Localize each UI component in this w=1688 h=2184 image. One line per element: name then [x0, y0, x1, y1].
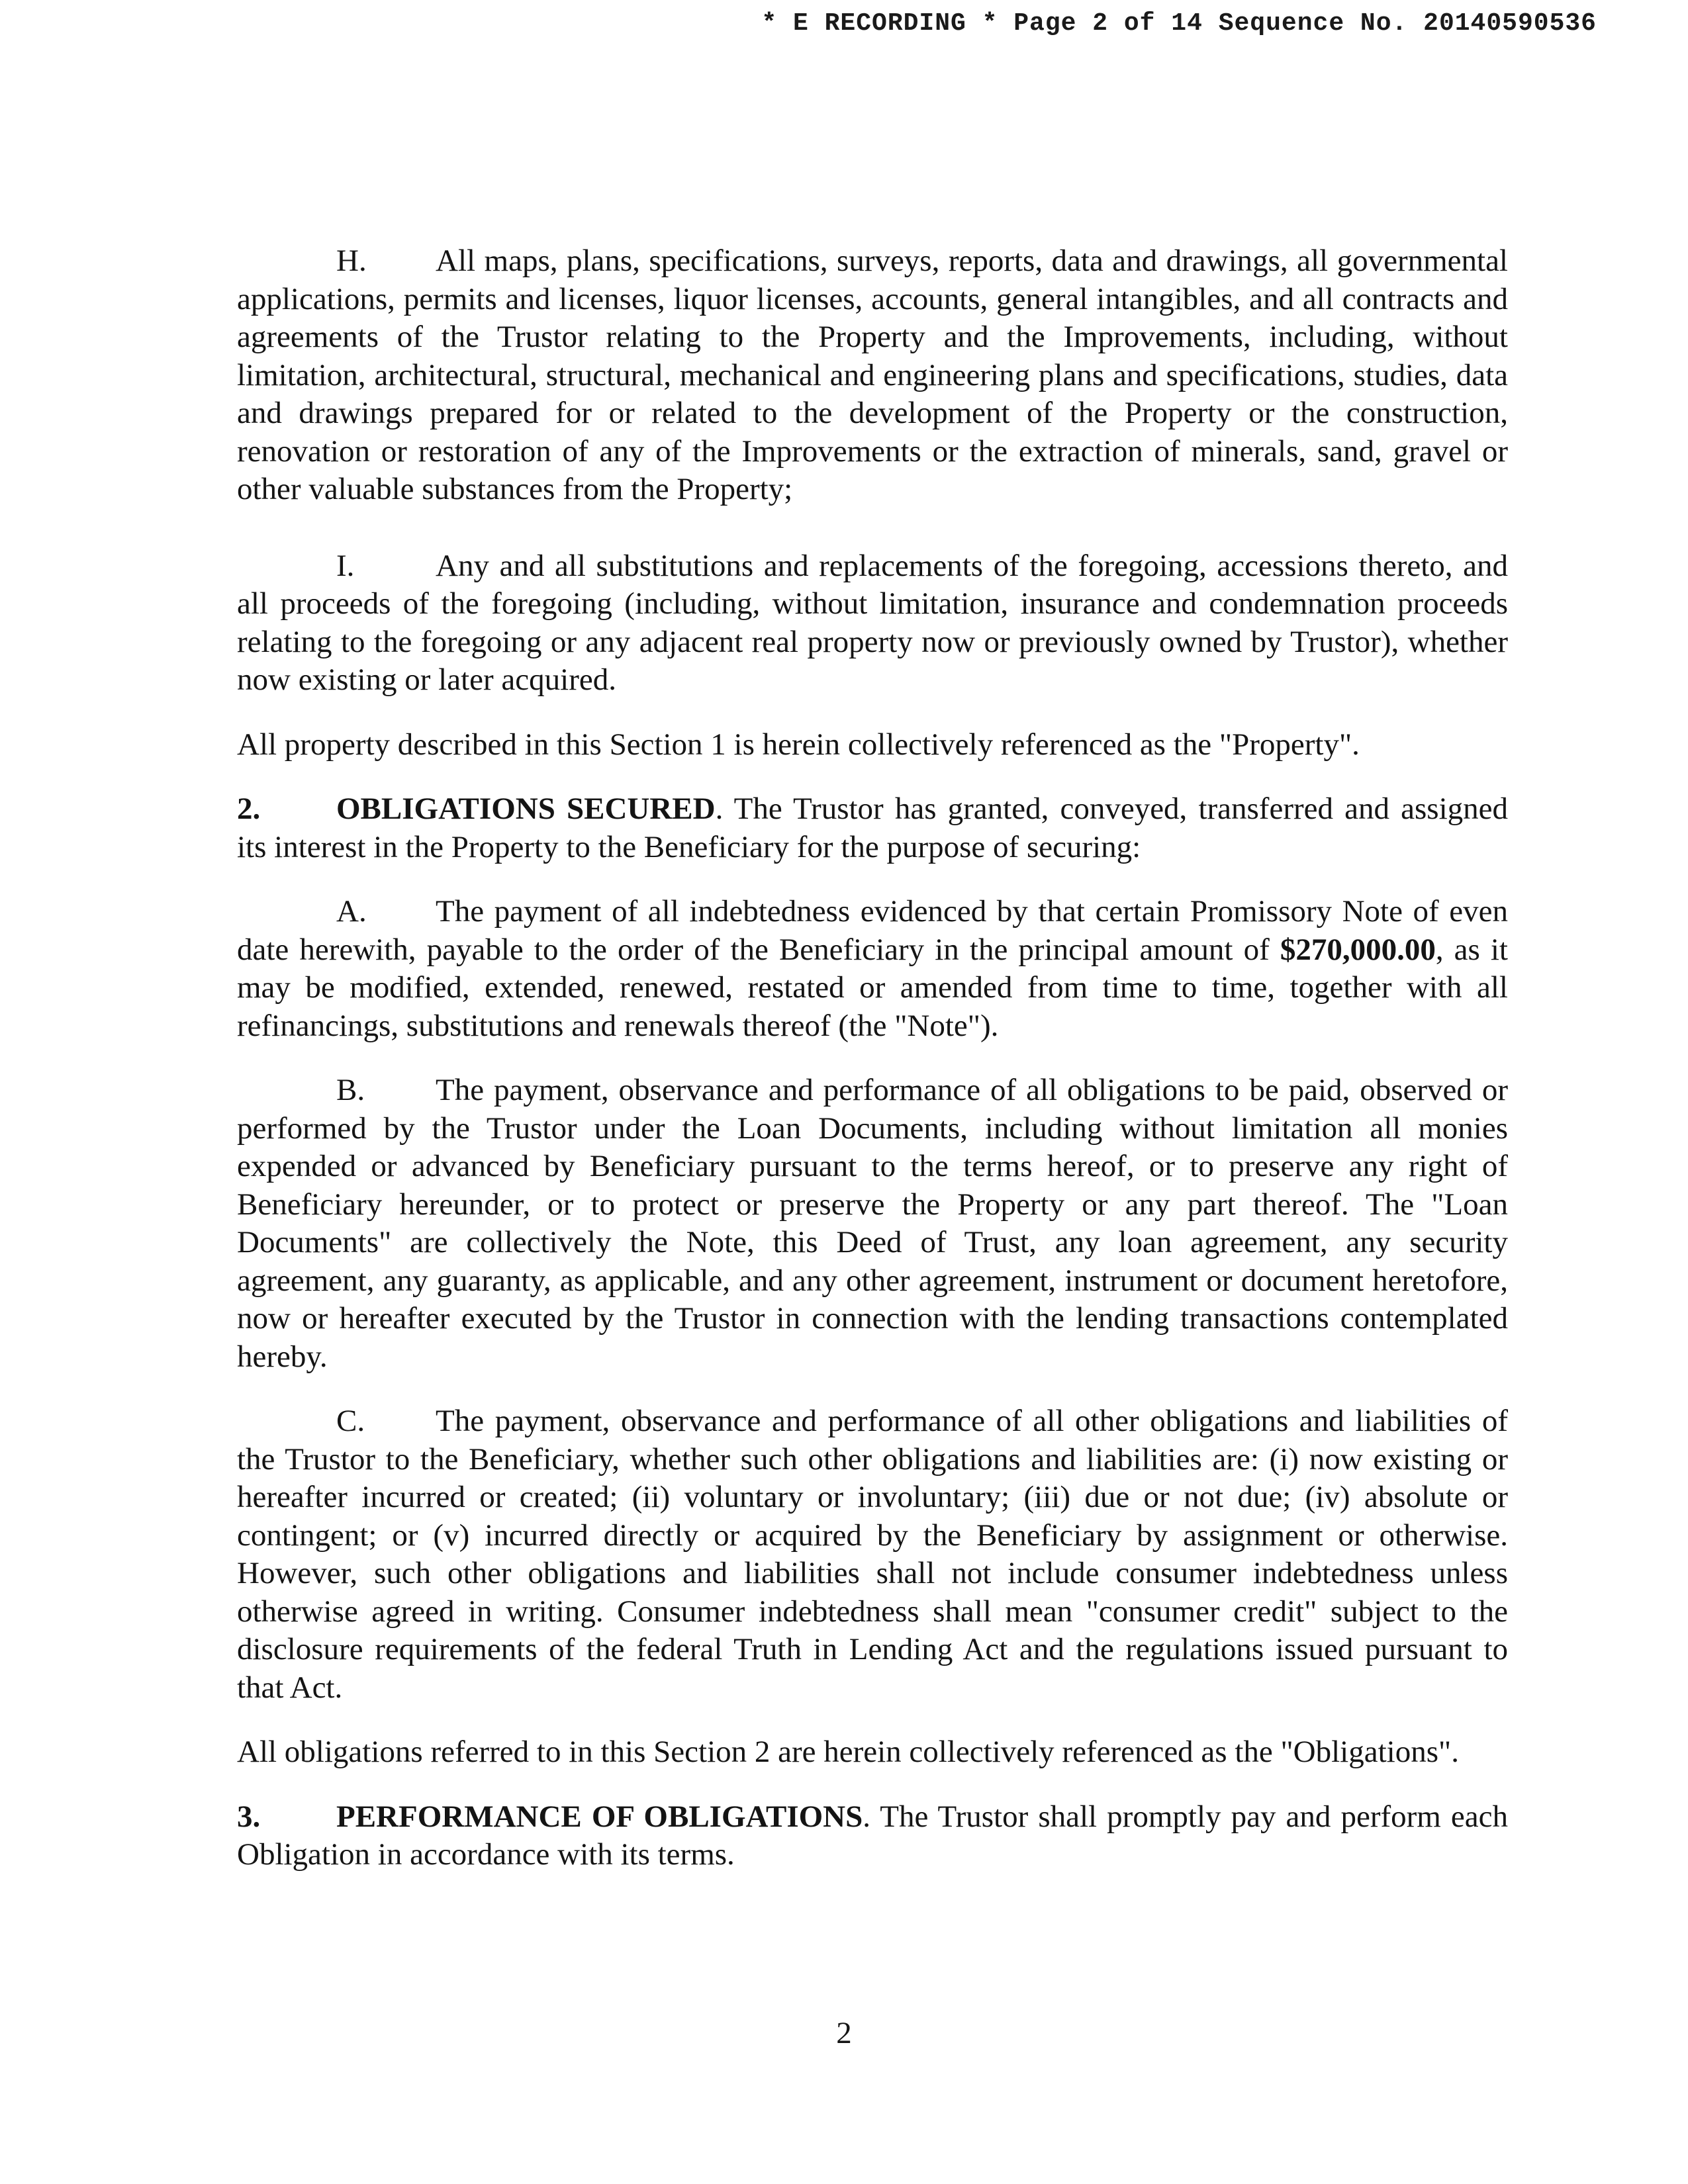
page-number: 2: [836, 2016, 852, 2050]
item-2a-label: A.: [336, 894, 367, 929]
section2-summary: All obligations referred to in this Section 2 are herein collectively referenced as the "Obligations".: [237, 1735, 1459, 1769]
item-2c: [237, 1402, 1508, 1707]
item-h: [237, 242, 1508, 509]
principal-amount: $270,000.00: [1280, 932, 1436, 967]
item-2b-text: The payment, observance and performance of all obligations to be paid, observed or performed by the Trustor under the Loan Documents, including without limitation all monies expended or advanced by Beneficiary pursuant to the terms hereof, or to preserve any right of Beneficiary hereunder, or to protect or preserve the Property or any part thereof. The "Loan Documents" are collectively the Note, this Deed of Trust, any loan agreement, any security agreement, any guaranty, as applicable, and any other agreement, instrument or document heretofore, now or hereafter executed by the Trustor in connection with the lending transactions contemplated hereby.: [237, 1073, 1508, 1374]
item-i: [237, 547, 1508, 700]
item-2b-label: B.: [336, 1073, 365, 1107]
item-i-text: Any and all substitutions and replacements of the foregoing, accessions thereto, and all proceeds of the foregoing (including, without limitation, insurance and condemnation proceeds relating to the foregoing or any adjacent real property now or previously owned by Trustor), whether now existing or later acquired.: [237, 548, 1508, 697]
recording-header: * E RECORDING * Page 2 of 14 Sequence No. 20140590536: [761, 9, 1597, 38]
section-3-number: 3.: [237, 1799, 261, 1834]
section-2-intro: . The Trustor has granted, conveyed, transferred and assigned its interest in the Property to the Beneficiary for the purpose of securing:: [237, 792, 1508, 864]
item-2a: [237, 893, 1508, 1045]
section-2-heading: OBLIGATIONS SECURED: [336, 792, 716, 826]
section-3-heading: PERFORMANCE OF OBLIGATIONS: [336, 1799, 863, 1834]
section-2-number: 2.: [237, 792, 261, 826]
section-3-text: . The Trustor shall promptly pay and perform each Obligation in accordance with its terms.: [237, 1799, 1508, 1872]
item-2c-label: C.: [336, 1404, 365, 1438]
item-h-text: All maps, plans, specifications, surveys, reports, data and drawings, all governmental applications, permits and licenses, liquor licenses, accounts, general intangibles, and all contracts and agreements of the Trustor relating to the Property and the Improvements, including, without limitation, architectural, structural, mechanical and engineering plans and specifications, studies, data and drawings prepared for or related to the development of the Property or the construction, renovation or restoration of any of the Improvements or the extraction of minerals, sand, gravel or other valuable substances from the Property;: [237, 244, 1508, 506]
item-i-label: I.: [336, 548, 355, 583]
item-h-label: H.: [336, 244, 367, 278]
section-2: [237, 790, 1508, 866]
item-2a-text-before: The payment of all indebtedness evidenced by that certain Promissory Note of even date herewith, payable to the order of the Beneficiary in the principal amount of: [237, 894, 1508, 967]
item-2c-text: The payment, observance and performance of all other obligations and liabilities of the Trustor to the Beneficiary, whether such other obligations and liabilities are: (i) now existing or hereafter incurred or created; (ii) voluntary or involuntary; (iii) due or not due; (iv) absolute or contingent; or (v) incurred directly or acquired by the Beneficiary by assignment or otherwise. However, such other obligations and liabilities shall not include consumer indebtedness unless otherwise agreed in writing. Consumer indebtedness shall mean "consumer credit" subject to the disclosure requirements of the federal Truth in Lending Act and the regulations issued pursuant to that Act.: [237, 1404, 1508, 1705]
section-3: [237, 1798, 1508, 1874]
item-2a-text-after: , as it may be modified, extended, renewed, restated or amended from time to time, together with all refinancings, substitutions and renewals thereof (the "Note").: [237, 932, 1508, 1043]
document-body: [237, 242, 1508, 1901]
section1-summary: All property described in this Section 1 is herein collectively referenced as the "Property".: [237, 727, 1360, 762]
item-2b: [237, 1071, 1508, 1376]
